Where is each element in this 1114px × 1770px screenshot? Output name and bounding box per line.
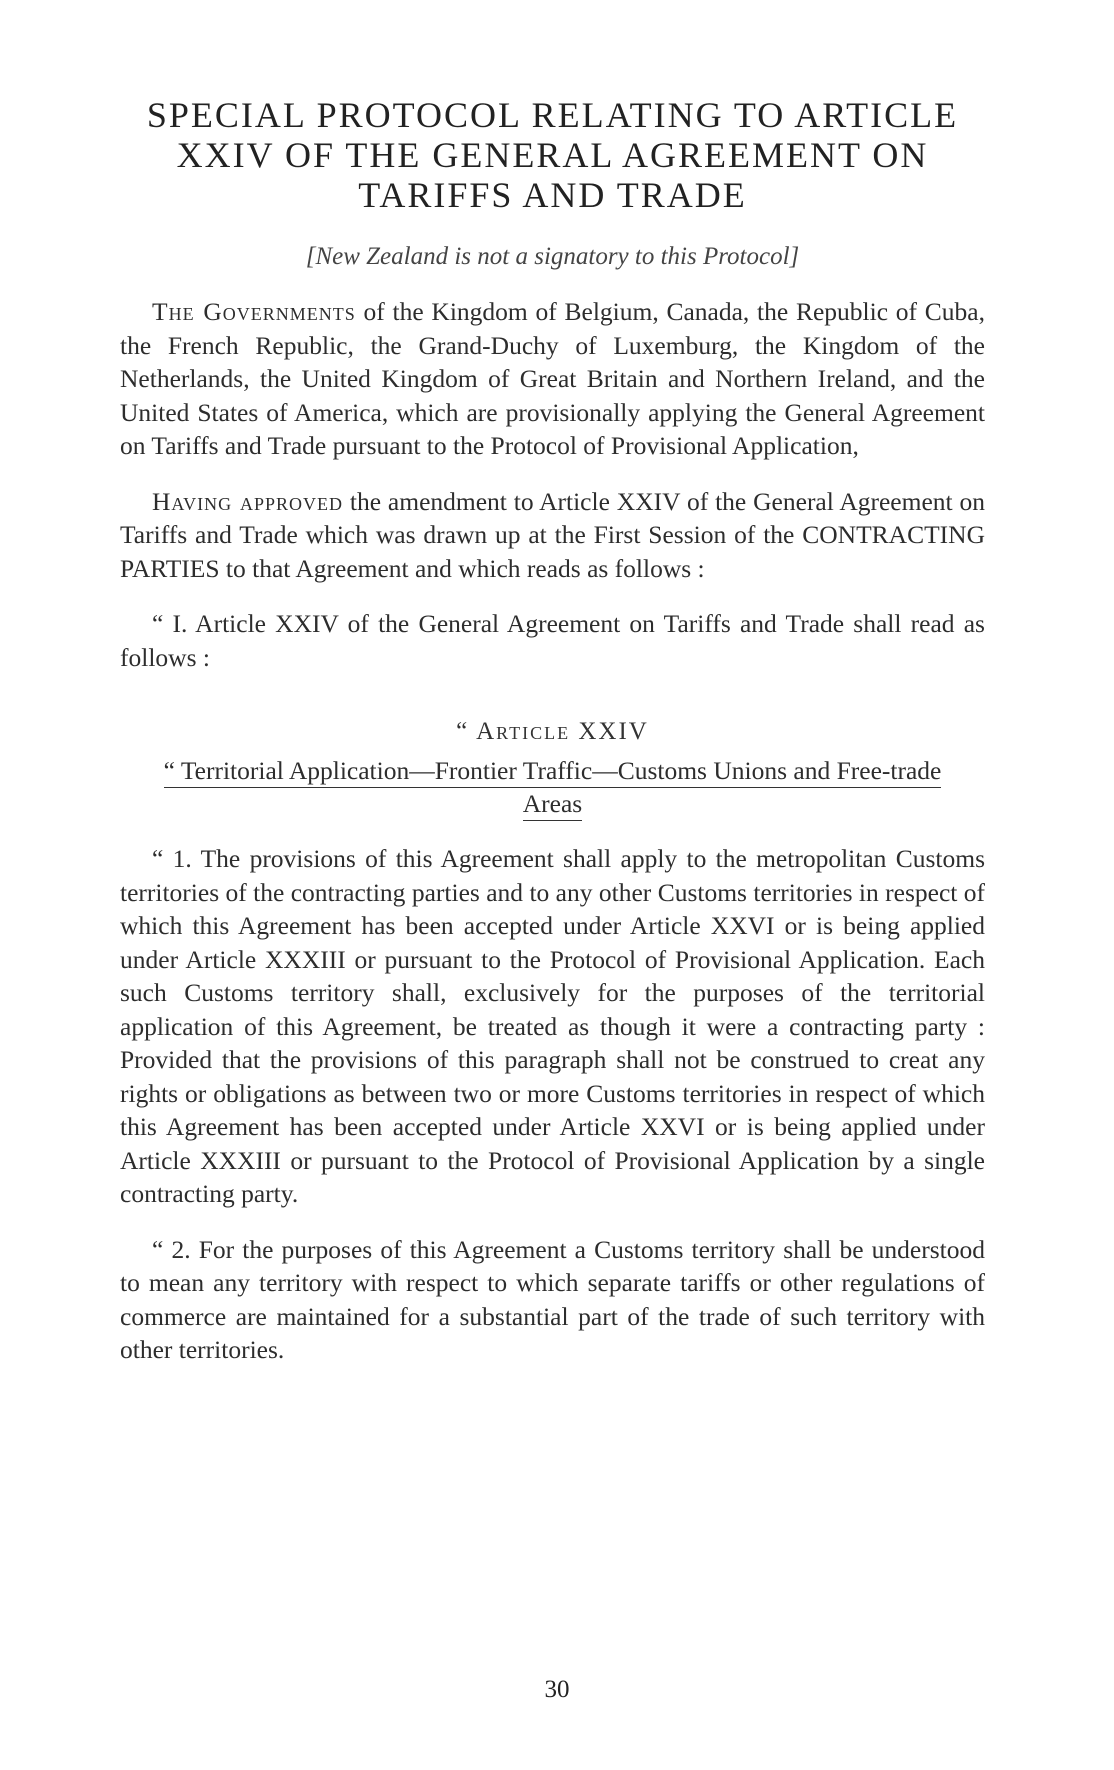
article-subheading-text: “ Territorial Application—Frontier Traffic—Customs Unions and Free-trade Areas: [164, 756, 942, 821]
approval-paragraph: [120, 485, 985, 586]
article-paragraph-1: “ 1. The provisions of this Agreement shall apply to the metropolitan Customs territories of the contracting parties and to any other Customs territories in respect of which this Agreement has been accepted under Article XXVI or is being applied under Article XXXIII or pursuant to the Protocol of Provisional Application. Each such Customs territory shall, exclusively for the purposes of the territorial application of this Agreement, be treated as though it were a contracting party : Provided that the provisions of this paragraph shall not be construed to creat any rights or obligations as between two or more Customs territories in respect of which this Agreement has been accepted under Article XXVI or is being applied under Article XXXIII or pursuant to the Protocol of Provisional Application by a single contracting party.: [120, 844, 985, 1208]
signatory-note: [New Zealand is not a signatory to this Protocol]: [305, 243, 800, 270]
approval-text: the amendment to Article XXIV of the General Agreement on Tariffs and Trade which was drawn up at the First Session of the CONTRACTING PARTIES to that Agreement and which reads as follows :: [120, 486, 985, 583]
clause-1-paragraph: “ I. Article XXIV of the General Agreement on Tariffs and Trade shall read as follows :: [120, 609, 985, 672]
document-page: [120, 95, 985, 1367]
article-subheading: [163, 754, 943, 820]
preamble-lead: The Governments: [152, 297, 356, 326]
article-paragraph-2: “ 2. For the purposes of this Agreement a Customs territory shall be understood to mean any territory with respect to which separate tariffs or other regulations of commerce are maintained for a substantial part of the trade of such territory with other territories.: [120, 1234, 985, 1364]
approval-lead: Having approved: [152, 486, 343, 516]
document-title: SPECIAL PROTOCOL RELATING TO ARTICLE XXIV OF THE GENERAL AGREEMENT ON TARIFFS AND TRADE: [146, 95, 959, 215]
preamble-paragraph: [120, 295, 985, 463]
page-number: 30: [544, 1676, 570, 1703]
preamble-text: of the Kingdom of Belgium, Canada, the Republic of Cuba, the French Republic, the Grand-Duchy of Luxemburg, the Kingdom of the Netherlands, the United Kingdom of Great Britain and Northern Ireland, and the United States of America, which are provisionally applying the General Agreement on Tariffs and Trade pursuant to the Protocol of Provisional Application,: [120, 297, 985, 460]
article-heading: “ Article XXIV: [456, 718, 649, 745]
